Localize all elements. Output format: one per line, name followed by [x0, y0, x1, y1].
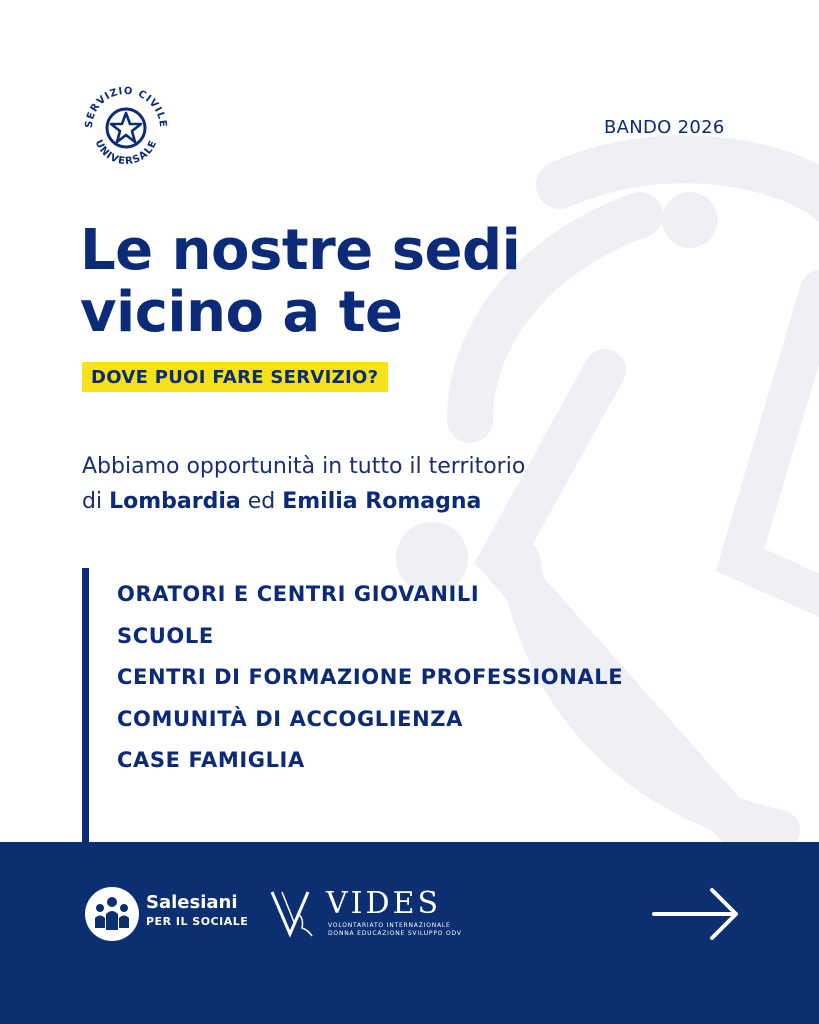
arrow-right-icon[interactable]: [652, 884, 740, 944]
list-item: CENTRI DI FORMAZIONE PROFESSIONALE: [117, 665, 624, 689]
list-item: COMUNITÀ DI ACCOGLIENZA: [117, 706, 463, 731]
list-item: CASE FAMIGLIA: [117, 748, 305, 772]
vides-name: VIDES: [326, 886, 442, 921]
logo-text-top: SERVIZIO CIVILE: [83, 85, 169, 129]
description-di: di: [82, 489, 110, 514]
salesiani-subtitle: PER IL SOCIALE: [146, 915, 249, 928]
description: [82, 449, 525, 519]
list-item: ORATORI E CENTRI GIOVANILI: [117, 582, 480, 606]
servizio-civile-logo: [80, 82, 172, 174]
title-line-1: Le nostre sedi: [80, 218, 521, 283]
vides-subtitle: [328, 922, 462, 938]
svg-text:UNIVERSALE: [92, 138, 159, 167]
region-lombardia: Lombardia: [109, 489, 241, 514]
description-line-1: Abbiamo opportunità in tutto il territorio: [82, 454, 526, 479]
logo-text-bottom: UNIVERSALE: [92, 138, 160, 168]
vides-logo-icon: [268, 884, 324, 940]
list-accent-bar: [82, 568, 89, 844]
bando-label: BANDO 2026: [604, 117, 725, 138]
salesiani-name: Salesiani: [146, 892, 238, 913]
sedi-list: [117, 574, 623, 782]
region-emilia-romagna: Emilia Romagna: [282, 489, 482, 514]
svg-text:SERVIZIO CIVILE: [84, 86, 168, 129]
highlight-subtitle: DOVE PUOI FARE SERVIZIO?: [82, 362, 388, 392]
salesiani-logo-icon: [84, 886, 140, 942]
vides-subtitle-line-1: VOLONTARIATO INTERNAZIONALE: [328, 922, 451, 929]
title-line-2: vicino a te: [80, 280, 403, 345]
page-title: [80, 220, 640, 344]
list-item: SCUOLE: [117, 623, 214, 648]
vides-subtitle-line-2: DONNA EDUCAZIONE SVILUPPO ODV: [328, 930, 462, 937]
description-ed: ed: [240, 489, 283, 514]
